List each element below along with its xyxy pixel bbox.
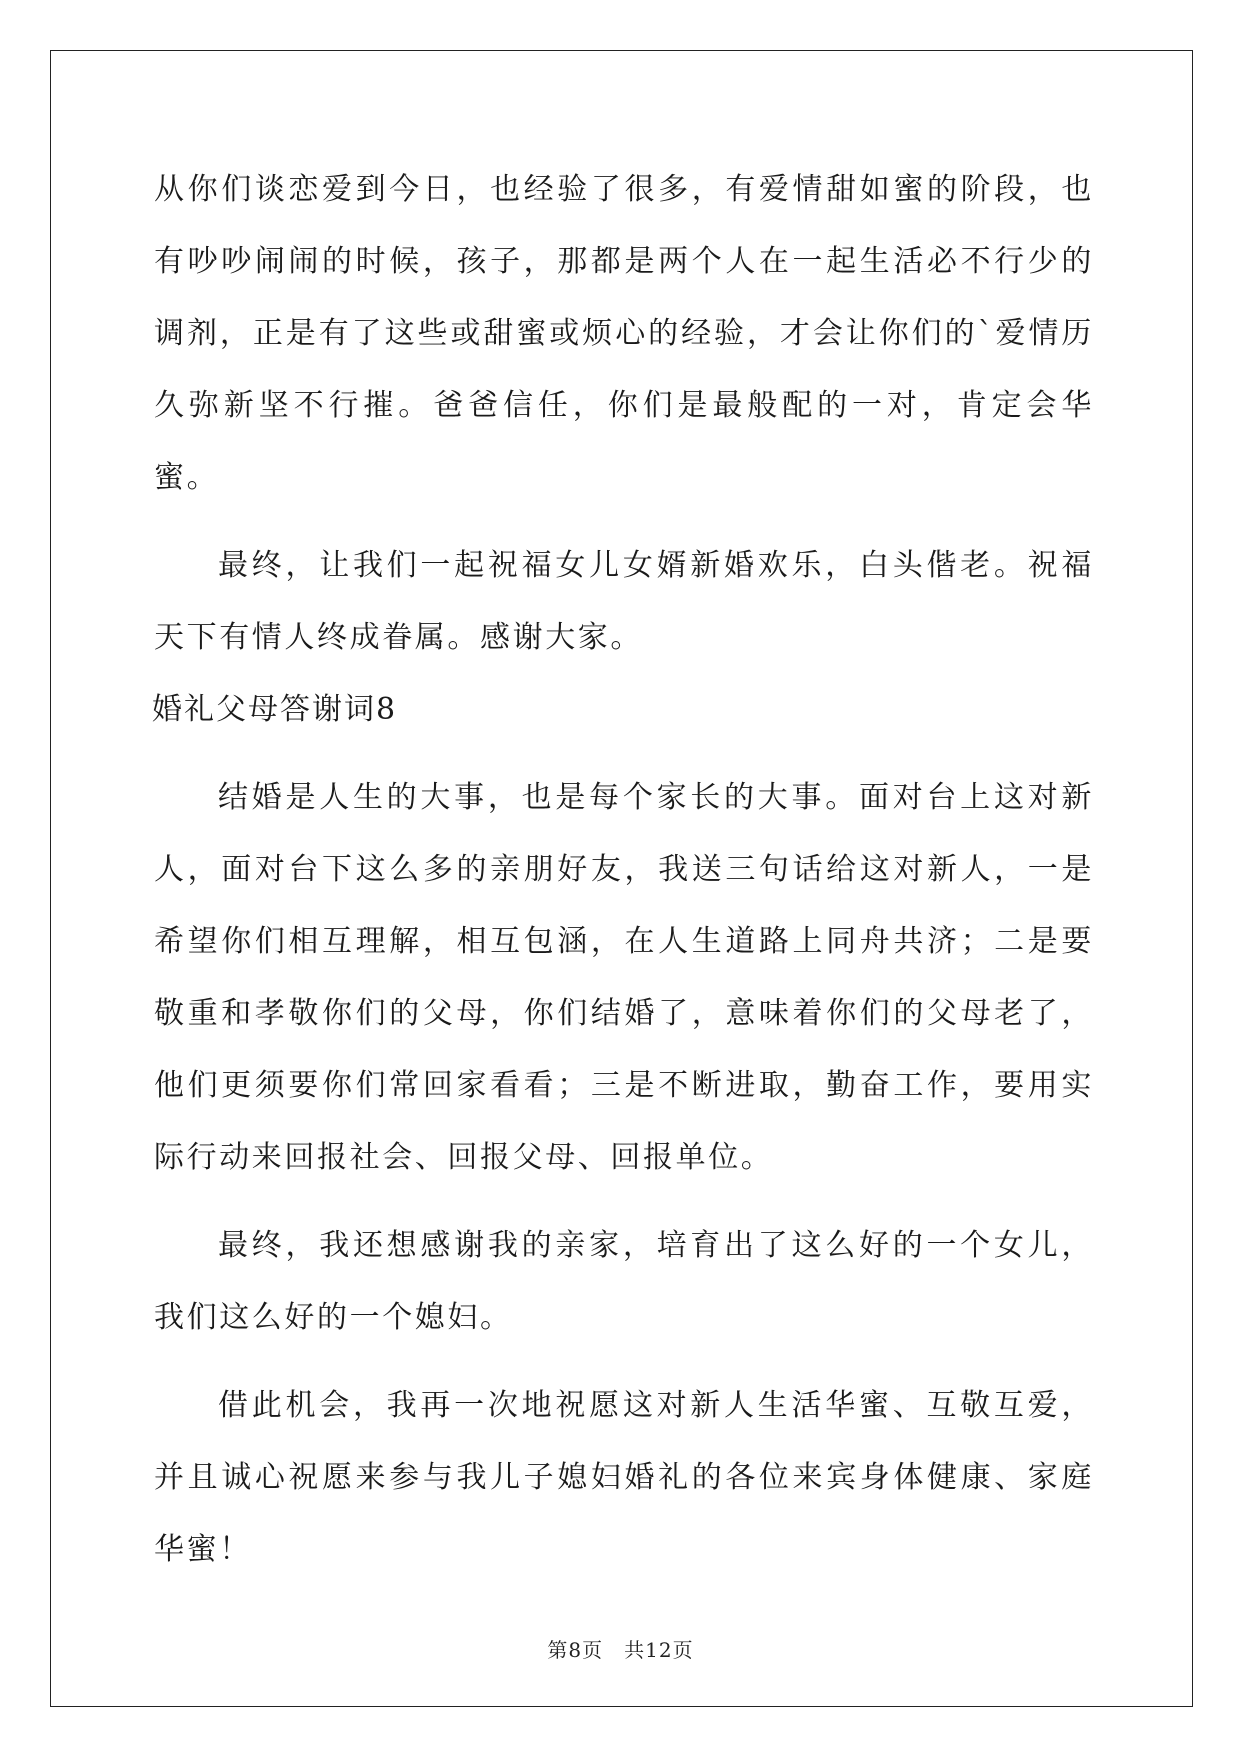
paragraph-marriage-advice: 结婚是人生的大事，也是每个家长的大事。面对台上这对新人，面对台下这么多的亲朋好友，我送三句话给这对新人，一是希望你们相互理解，相互包涵，在人生道路上同舟共济；二是要敬重和孝敬你们的父母，你们结婚了，意味着你们的父母老了，他们更须要你们常回家看看；三是不断进取，勤奋工作，要用实际行动来回报社会、回报父母、回报单位。 (154, 780, 1094, 1175)
paragraph-final-blessing: 借此机会，我再一次地祝愿这对新人生活华蜜、互敬互爱，并且诚心祝愿来参与我儿子媳妇婚礼的各位来宾身体健康、家庭华蜜！ (154, 1388, 1094, 1567)
paragraph-continuation: 从你们谈恋爱到今日，也经验了很多，有爱情甜如蜜的阶段，也有吵吵闹闹的时候，孩子，那都是两个人在一起生活必不行少的调剂，正是有了这些或甜蜜或烦心的经验，才会让你们的`爱情历久弥新坚不行摧。爸爸信任，你们是最般配的一对，肯定会华蜜。 (154, 172, 1094, 495)
paragraph-closing-wishes: 最终，让我们一起祝福女儿女婿新婚欢乐，白头偕老。祝福天下有情人终成眷属。感谢大家。 (154, 548, 1094, 655)
section-heading: 婚礼父母答谢词8 (152, 692, 398, 727)
page-number-footer: 第8页 共12页 (547, 1638, 694, 1662)
document-body (154, 154, 1094, 1586)
paragraph-thanks-inlaws: 最终，我还想感谢我的亲家，培育出了这么好的一个女儿，我们这么好的一个媳妇。 (154, 1228, 1094, 1335)
